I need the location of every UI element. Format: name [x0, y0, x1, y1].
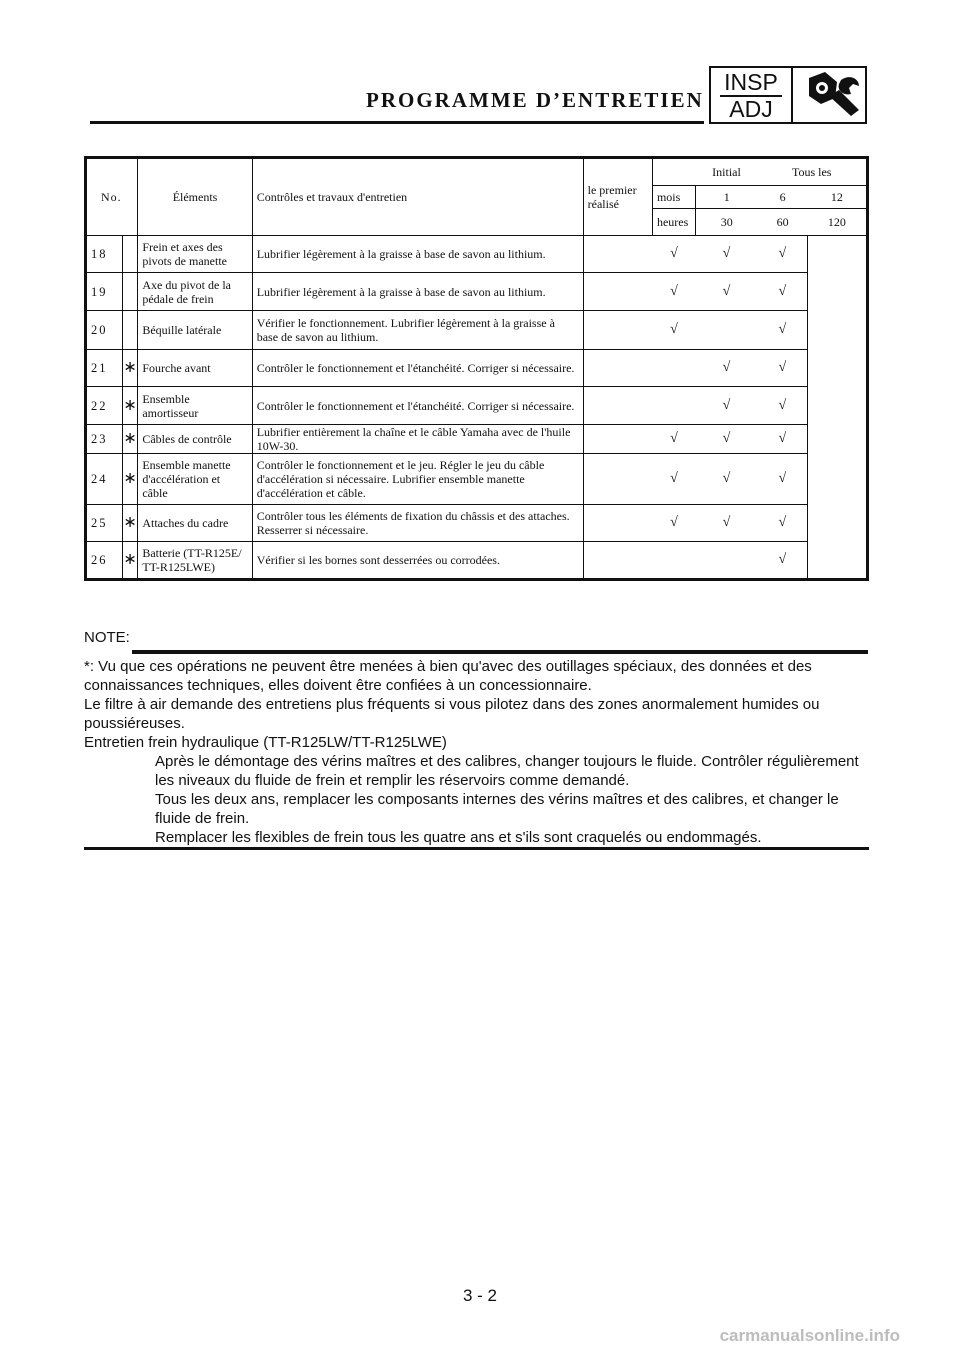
row-check-3: √ [757, 236, 807, 273]
row-number: 20 [86, 311, 123, 350]
table-row [86, 311, 868, 350]
header-first: le premier réalisé [583, 158, 652, 236]
row-number: 24 [86, 454, 123, 505]
header-every: Tous les [757, 158, 867, 186]
row-element: Attaches du cadre [138, 505, 252, 542]
row-star: ∗ [122, 454, 138, 505]
row-check-3: √ [757, 542, 807, 580]
row-check-0 [583, 542, 652, 580]
row-element: Ensemble amortisseur [138, 387, 252, 425]
row-check-2: √ [696, 454, 758, 505]
row-number: 22 [86, 387, 123, 425]
row-element: Béquille latérale [138, 311, 252, 350]
row-check-0 [583, 350, 652, 387]
table-row [86, 505, 868, 542]
row-check-3: √ [757, 311, 807, 350]
header-heures: heures [652, 209, 695, 236]
row-element: Câbles de contrôle [138, 425, 252, 454]
row-check-0 [583, 505, 652, 542]
heures-120: 120 [808, 209, 868, 236]
row-star [122, 273, 138, 311]
row-check-0 [583, 273, 652, 311]
row-check-1: √ [652, 311, 695, 350]
row-check-1: √ [652, 505, 695, 542]
header-mois: mois [652, 186, 695, 209]
heures-60: 60 [757, 209, 807, 236]
row-number: 23 [86, 425, 123, 454]
row-control: Contrôler le fonctionnement et l'étanchéité. Corriger si nécessaire. [252, 350, 583, 387]
mois-1: 1 [696, 186, 758, 209]
badge-text-box [711, 68, 793, 122]
row-check-3: √ [757, 505, 807, 542]
badge-top-label: INSP [724, 69, 778, 95]
row-check-1: √ [652, 425, 695, 454]
row-check-1 [652, 350, 695, 387]
table-row [86, 454, 868, 505]
note-bottom-rule [84, 847, 869, 850]
wrench-nut-icon [795, 70, 865, 120]
header-rule [90, 121, 704, 124]
row-check-1: √ [652, 273, 695, 311]
row-star [122, 311, 138, 350]
row-control: Contrôler le fonctionnement et le jeu. Régler le jeu du câble d'accélération si nécessaire. Lubrifier ensemble manette d'accélération et câble. [252, 454, 583, 505]
table-row [86, 425, 868, 454]
row-star: ∗ [122, 350, 138, 387]
row-check-0 [583, 311, 652, 350]
row-control: Vérifier si les bornes sont desserrées ou corrodées. [252, 542, 583, 580]
row-control: Contrôler le fonctionnement et l'étanchéité. Corriger si nécessaire. [252, 387, 583, 425]
row-control: Lubrifier entièrement la chaîne et le câble Yamaha avec de l'huile 10W-30. [252, 425, 583, 454]
table-row [86, 273, 868, 311]
row-control: Lubrifier légèrement à la graisse à base de savon au lithium. [252, 273, 583, 311]
row-check-3: √ [757, 350, 807, 387]
badge-bottom-label: ADJ [729, 96, 773, 122]
table-row [86, 542, 868, 580]
row-check-3: √ [757, 454, 807, 505]
row-check-0 [583, 236, 652, 273]
note-indent-2: Tous les deux ans, remplacer les composants internes des vérins maîtres et des calibres, et changer le fluide de frein. [155, 791, 839, 827]
row-check-2 [696, 311, 758, 350]
row-check-0 [583, 425, 652, 454]
note-line-3: Entretien frein hydraulique (TT-R125LW/TT-R125LWE) [84, 734, 447, 751]
table-row [86, 350, 868, 387]
row-check-1 [652, 542, 695, 580]
row-check-2: √ [696, 273, 758, 311]
row-control: Vérifier le fonctionnement. Lubrifier légèrement à la graisse à base de savon au lithium. [252, 311, 583, 350]
row-number: 25 [86, 505, 123, 542]
table-row [86, 387, 868, 425]
row-check-1: √ [652, 236, 695, 273]
header-no: No. [86, 158, 138, 236]
mois-12: 12 [808, 186, 868, 209]
row-number: 21 [86, 350, 123, 387]
row-star: ∗ [122, 387, 138, 425]
note-rule [132, 650, 868, 654]
note-indent-1: Après le démontage des vérins maîtres et des calibres, changer toujours le fluide. Contrôler régulièrement les niveaux du fluide de frein et remplir les réservoirs comme demandé. [155, 753, 859, 789]
row-check-0 [583, 454, 652, 505]
page-title: PROGRAMME D’ENTRETIEN [366, 88, 704, 112]
row-element: Fourche avant [138, 350, 252, 387]
row-number: 26 [86, 542, 123, 580]
insp-adj-badge [709, 66, 867, 124]
row-element: Batterie (TT-R125E/ TT-R125LWE) [138, 542, 252, 580]
row-element: Axe du pivot de la pédale de frein [138, 273, 252, 311]
row-check-0 [583, 387, 652, 425]
heures-30: 30 [696, 209, 758, 236]
note-label: NOTE: [84, 629, 130, 646]
row-number: 19 [86, 273, 123, 311]
table-body [86, 236, 868, 580]
row-control: Contrôler tous les éléments de fixation du châssis et des attaches. Resserrer si nécessaire. [252, 505, 583, 542]
row-check-2: √ [696, 236, 758, 273]
row-element: Frein et axes des pivots de manette [138, 236, 252, 273]
maintenance-table [84, 156, 869, 581]
row-check-1: √ [652, 454, 695, 505]
row-check-3: √ [757, 387, 807, 425]
row-check-2: √ [696, 350, 758, 387]
row-check-1 [652, 387, 695, 425]
header-elements: Éléments [138, 158, 252, 236]
page-number: 3 - 2 [462, 1286, 498, 1305]
row-star: ∗ [122, 542, 138, 580]
row-star: ∗ [122, 425, 138, 454]
row-element: Ensemble manette d'accélération et câble [138, 454, 252, 505]
mois-6: 6 [757, 186, 807, 209]
row-check-3: √ [757, 273, 807, 311]
note-star-line: *: Vu que ces opérations ne peuvent être menées à bien qu'avec des outillages spéciaux, des données et des connaissances techniques, elles doivent être confiées à un concessionnaire. [84, 658, 812, 694]
note-line-2: Le filtre à air demande des entretiens plus fréquents si vous pilotez dans des zones anormalement humides ou poussiéreuses. [84, 696, 820, 732]
row-check-3: √ [757, 425, 807, 454]
row-check-2: √ [696, 425, 758, 454]
note-indent-3: Remplacer les flexibles de frein tous les quatre ans et s'ils sont craquelés ou endommagés. [155, 829, 762, 846]
header-initial: Initial [696, 158, 758, 186]
table-row [86, 236, 868, 273]
note-body [84, 657, 870, 847]
header-controls: Contrôles et travaux d'entretien [252, 158, 583, 236]
row-check-2: √ [696, 387, 758, 425]
row-control: Lubrifier légèrement à la graisse à base de savon au lithium. [252, 236, 583, 273]
row-check-2 [696, 542, 758, 580]
watermark: carmanualsonline.info [719, 1326, 900, 1345]
row-number: 18 [86, 236, 123, 273]
row-check-2: √ [696, 505, 758, 542]
row-star [122, 236, 138, 273]
row-star: ∗ [122, 505, 138, 542]
